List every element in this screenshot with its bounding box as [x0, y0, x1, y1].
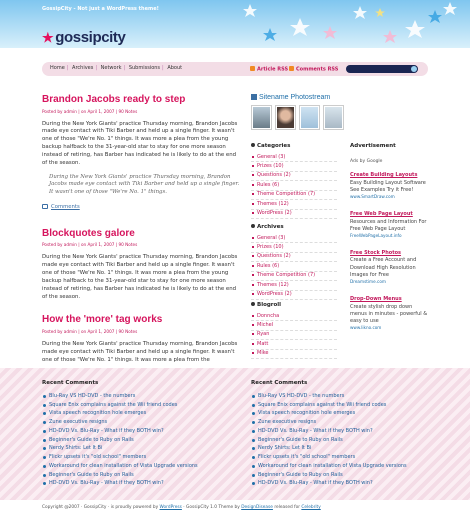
post-meta: Posted by admin | on April 1, 2007 | 90 Notes	[42, 242, 138, 248]
post	[42, 93, 240, 212]
recent-comment-item[interactable]: Vista speech recognition hole emerges	[251, 410, 431, 417]
nav-links: Home | Archives | Network | Submissions | About	[50, 65, 183, 71]
logo-text: gossipcity	[55, 29, 126, 46]
blogroll-item[interactable]: Matt	[251, 340, 337, 349]
advertisement	[350, 143, 430, 342]
logo-star-icon: ★	[42, 30, 54, 45]
photostream-title: Sitename Photostream	[251, 93, 337, 103]
category-item[interactable]: General (3)	[251, 153, 337, 162]
recent-comment-item[interactable]: Nerdy Shirts: Let It Bi	[251, 445, 431, 452]
category-item[interactable]: Prizes (10)	[251, 162, 337, 171]
nav-archives[interactable]: Archives	[72, 65, 94, 71]
recent-comment-item[interactable]: Workaround for clean installation of Vista Upgrade versions	[42, 463, 222, 470]
ad-item[interactable]: Create Building Layouts Easy Building Layout Software See Examples Try it Free! www.SmartDraw.com	[350, 172, 426, 200]
category-item[interactable]: Questions (2)	[251, 172, 337, 181]
ad-item[interactable]: Drop-Down Menus Create stylish drop down menus in minutes - powerful & easy to use www.likno.com	[350, 296, 428, 331]
archive-item[interactable]: Theme Competition (7)	[251, 272, 337, 281]
recent-comment-item[interactable]: Square Enix complains against the Wii friend codes	[251, 402, 431, 409]
recent-comment-item[interactable]: HD-DVD Vs. Blu-Ray - What if they BOTH win?	[251, 480, 431, 487]
designdisease-link[interactable]: DesignDisease	[241, 505, 273, 510]
archive-item[interactable]: Prizes (10)	[251, 243, 337, 252]
search-input[interactable]	[346, 65, 418, 73]
post-meta: Posted by admin | on April 1, 2007 | 90 Notes	[42, 328, 138, 334]
blogroll-widget	[251, 302, 337, 359]
recent-comment-item[interactable]: Zune executive resigns	[42, 419, 222, 426]
recent-comment-item[interactable]: Workaround for clean installation of Vista Upgrade versions	[251, 463, 431, 470]
recent-comment-item[interactable]: HD-DVD Vs. Blu-Ray - What if they BOTH win?	[251, 428, 431, 435]
recent-comment-item[interactable]: HD-DVD Vs. Blu-Ray - What if they BOTH win?	[42, 428, 222, 435]
recent-comments-left	[42, 380, 222, 489]
ad-item[interactable]: Free Stock Photos Create a Free Account and Download High Resolution Images for Free Dreamstime.com	[350, 250, 417, 285]
site-tagline: GossipCity - Not just a WordPress theme!	[42, 6, 159, 12]
nav-home[interactable]: Home	[50, 65, 65, 71]
categories-widget	[251, 143, 337, 219]
recent-comments-title: Recent Comments	[251, 380, 308, 386]
recent-comments-title: Recent Comments	[42, 380, 99, 386]
archive-item[interactable]: Rules (6)	[251, 262, 337, 271]
article-rss-link[interactable]: Article RSS	[250, 66, 288, 74]
post-paragraph: During the New York Giants' practice Thursday morning, Brandon Jacobs made eye contact with Tiki Barber and held up a single finger. It wasn't one of those "We're No. 1" things. It was more a plea from the	[42, 341, 238, 363]
comments-link[interactable]: Comments	[42, 204, 240, 212]
photo-thumb[interactable]	[251, 105, 272, 130]
recent-comment-item[interactable]: Beginner's Guide to Ruby on Rails	[251, 472, 431, 479]
recent-comment-item[interactable]: Beginner's Guide to Ruby on Rails	[42, 472, 222, 479]
post-title[interactable]: Blockquotes galore	[42, 227, 135, 239]
recent-comment-item[interactable]: Flickr upsets it's "old school" members	[42, 454, 222, 461]
main-content	[42, 93, 240, 371]
photo-grid	[251, 105, 344, 130]
celebrity-link[interactable]: Celebrity	[301, 505, 321, 510]
nav-submissions[interactable]: Submissions	[128, 65, 161, 71]
search-button[interactable]	[411, 66, 417, 72]
recent-comment-item[interactable]: Flickr upsets it's "old school" members	[251, 454, 431, 461]
archives-widget	[251, 224, 337, 300]
recent-comment-item[interactable]: Beginner's Guide to Ruby on Rails	[42, 437, 222, 444]
post-meta: Posted by admin | on April 1, 2007 | 90 Notes	[42, 108, 138, 114]
recent-comment-item[interactable]: Blu-Ray VS HD-DVD - the numbers	[42, 393, 222, 400]
ads-by-google[interactable]: Ads by Google	[350, 158, 383, 164]
ad-title: Advertisement	[350, 143, 396, 149]
post-blockquote: During the New York Giants' practice Thursday morning, Brandon Jacobs made eye contact with Tiki Barber and held up a single finger. It wasn't one of those "We're No. 1" things.	[49, 173, 240, 196]
rss-icon	[289, 66, 294, 71]
post-title[interactable]: How the 'more' tag works	[42, 314, 163, 326]
photo-thumb[interactable]	[275, 105, 296, 130]
widget-title: Blogroll	[251, 302, 337, 310]
post	[42, 227, 240, 302]
category-item[interactable]: Theme Competition (7)	[251, 191, 337, 200]
widget-title: Categories	[251, 143, 337, 151]
wordpress-link[interactable]: WordPress	[159, 505, 182, 510]
main-nav	[42, 62, 428, 76]
archive-item[interactable]: Themes (12)	[251, 281, 337, 290]
recent-comment-item[interactable]: Zune executive resigns	[251, 419, 431, 426]
nav-about[interactable]: About	[167, 65, 183, 71]
archive-item[interactable]: Questions (2)	[251, 253, 337, 262]
archive-item[interactable]: WordPress (2)	[251, 291, 337, 300]
header-banner	[0, 0, 470, 48]
recent-comment-item[interactable]: Square Enix complains against the Wii friend codes	[42, 402, 222, 409]
ad-item[interactable]: Free Web Page Layout Resources and Information For Free Web Page Layout FreeWebPageLayout.info	[350, 211, 427, 239]
recent-comment-item[interactable]: Blu-Ray VS HD-DVD - the numbers	[251, 393, 431, 400]
comment-icon	[42, 204, 48, 209]
recent-comments-right	[251, 380, 431, 489]
blogroll-item[interactable]: Mike	[251, 350, 337, 359]
category-item[interactable]: Themes (12)	[251, 200, 337, 209]
category-item[interactable]: WordPress (2)	[251, 210, 337, 219]
category-item[interactable]: Rules (6)	[251, 181, 337, 190]
copyright: Copyright @2007 · GossipCity · is proudly powered by WordPress · GossipCity 1.0 Theme by DesignDisease released for Celebrity	[42, 505, 321, 510]
widget-title: Archives	[251, 224, 337, 232]
post-paragraph: During the New York Giants' practice Thursday morning, Brandon Jacobs made eye contact with Tiki Barber and held up a single finger. It wasn't one of those "We're No. 1" things. It was more a plea from the young backup halfback to the 31-year-old star to stay for one more season instead of retiring, has Barber has indicated he is likely to do at the end of the season.	[42, 120, 238, 166]
archive-item[interactable]: General (3)	[251, 234, 337, 243]
nav-network[interactable]: Network	[100, 65, 122, 71]
comments-rss-link[interactable]: Comments RSS	[289, 66, 338, 74]
blogroll-item[interactable]: Michel	[251, 321, 337, 330]
recent-comment-item[interactable]: Vista speech recognition hole emerges	[42, 410, 222, 417]
recent-comment-item[interactable]: HD-DVD Vs. Blu-Ray - What if they BOTH win?	[42, 480, 222, 487]
blogroll-item[interactable]: Donncha	[251, 312, 337, 321]
rss-icon	[250, 66, 255, 71]
post-paragraph: During the New York Giants' practice Thursday morning, Brandon Jacobs made eye contact with Tiki Barber and held up a single finger. It wasn't one of those "We're No. 1" things. It was more a plea from the young backup halfback to the 31-year-old star to stay for one more season instead of retiring, has Barber has indicated he is likely to do at the end of the season.	[42, 254, 238, 300]
flickr-icon	[251, 94, 257, 100]
decorative-stars-icon	[210, 0, 470, 48]
photo-thumb[interactable]	[299, 105, 320, 130]
post	[42, 313, 240, 364]
photo-thumb[interactable]	[323, 105, 344, 130]
photostream	[251, 93, 337, 106]
blogroll-item[interactable]: Ryan	[251, 331, 337, 340]
post-title[interactable]: Brandon Jacobs ready to step	[42, 94, 186, 105]
site-logo[interactable]	[42, 27, 125, 48]
recent-comment-item[interactable]: Nerdy Shirts: Let It Bi	[42, 445, 222, 452]
recent-comment-item[interactable]: Beginner's Guide to Ruby on Rails	[251, 437, 431, 444]
